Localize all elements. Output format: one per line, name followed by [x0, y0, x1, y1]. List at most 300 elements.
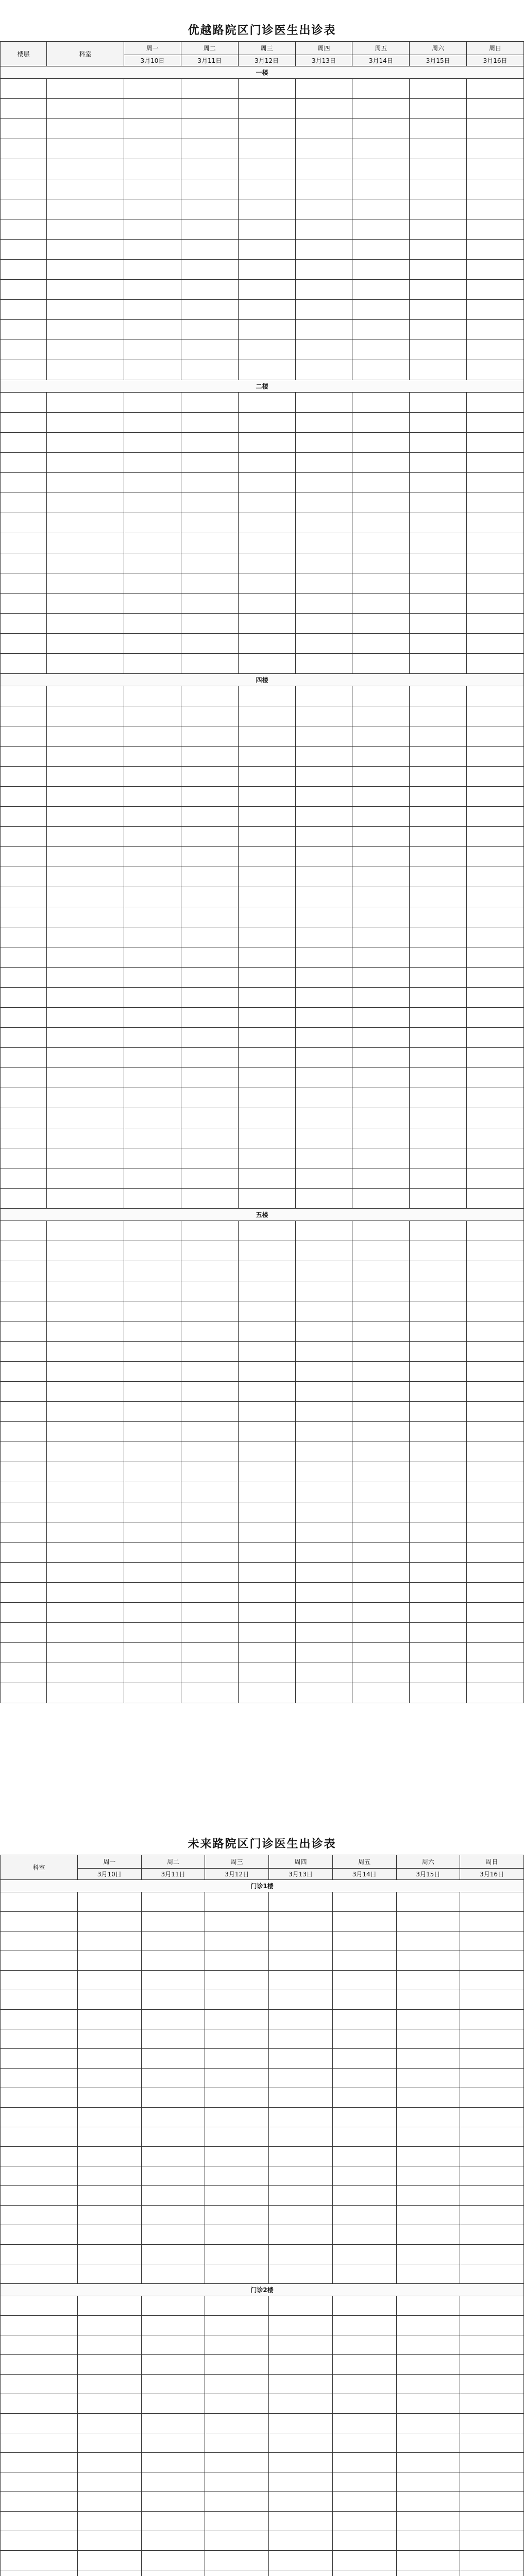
doctor-cell [295, 1522, 352, 1543]
table-row [1, 1301, 524, 1321]
doctor-cell [460, 2069, 524, 2088]
doctor-cell [205, 1990, 269, 2010]
doctor-cell [78, 2433, 142, 2453]
doctor-cell [410, 686, 467, 706]
doctor-cell [352, 320, 410, 340]
doctor-cell [467, 1342, 524, 1362]
doctor-cell [238, 1422, 295, 1442]
dept-cell [1, 2472, 78, 2492]
doctor-cell [410, 1623, 467, 1643]
table-row [1, 300, 524, 320]
doctor-cell [269, 2010, 333, 2029]
doctor-cell [467, 513, 524, 533]
doctor-cell [181, 79, 238, 99]
doctor-cell [47, 413, 124, 433]
doctor-cell [295, 280, 352, 300]
doctor-cell [332, 2453, 396, 2472]
doctor-cell [205, 1892, 269, 1912]
doctor-cell [205, 2166, 269, 2186]
doctor-cell [467, 179, 524, 199]
doctor-cell [205, 2551, 269, 2570]
doctor-cell [205, 2225, 269, 2245]
dept-cell [1, 1261, 47, 1281]
doctor-cell [295, 179, 352, 199]
doctor-cell [238, 726, 295, 747]
doctor-cell [460, 2225, 524, 2245]
doctor-cell [238, 1281, 295, 1301]
dept-cell [1, 2049, 78, 2069]
doctor-cell [295, 767, 352, 787]
doctor-cell [269, 2069, 333, 2088]
doctor-cell [78, 2225, 142, 2245]
doctor-cell [295, 240, 352, 260]
table-row [1, 179, 524, 199]
doctor-cell [124, 1189, 181, 1209]
doctor-cell [396, 2186, 460, 2206]
doctor-cell [78, 2166, 142, 2186]
doctor-cell [396, 2166, 460, 2186]
doctor-cell [124, 1583, 181, 1603]
doctor-cell [352, 393, 410, 413]
table-row [1, 787, 524, 807]
doctor-cell [47, 1221, 124, 1241]
doctor-cell [181, 260, 238, 280]
doctor-cell [410, 99, 467, 119]
doctor-cell [352, 340, 410, 360]
doctor-cell [410, 260, 467, 280]
doctor-cell [78, 2335, 142, 2355]
doctor-cell [238, 159, 295, 179]
doctor-cell [352, 706, 410, 726]
doctor-cell [467, 1048, 524, 1068]
doctor-cell [410, 280, 467, 300]
doctor-cell [467, 199, 524, 219]
doctor-cell [460, 2264, 524, 2284]
doctor-cell [47, 1462, 124, 1482]
table-row [1, 1382, 524, 1402]
table-row [1, 1892, 524, 1912]
doctor-cell [181, 413, 238, 433]
doctor-cell [410, 767, 467, 787]
doctor-cell [467, 1168, 524, 1189]
table-row [1, 260, 524, 280]
doctor-cell [352, 280, 410, 300]
doctor-cell [124, 553, 181, 573]
doctor-cell [467, 827, 524, 847]
doctor-cell [396, 2472, 460, 2492]
dept-cell [1, 320, 47, 340]
doctor-cell [396, 2127, 460, 2147]
doctor-cell [295, 1148, 352, 1168]
doctor-cell [460, 2127, 524, 2147]
doctor-cell [352, 1563, 410, 1583]
doctor-cell [295, 453, 352, 473]
doctor-cell [295, 320, 352, 340]
doctor-cell [295, 1382, 352, 1402]
doctor-cell [238, 1088, 295, 1108]
doctor-cell [295, 787, 352, 807]
dept-cell [1, 1912, 78, 1931]
doctor-cell [47, 927, 124, 947]
table-row [1, 767, 524, 787]
dept-cell [1, 686, 47, 706]
day-header: 周二 [141, 1855, 205, 1869]
doctor-cell [141, 2433, 205, 2453]
doctor-cell [396, 2512, 460, 2531]
doctor-cell [460, 2088, 524, 2108]
doctor-cell [396, 2147, 460, 2166]
doctor-cell [467, 807, 524, 827]
doctor-cell [332, 2414, 396, 2433]
doctor-cell [238, 787, 295, 807]
doctor-cell [295, 726, 352, 747]
doctor-cell [124, 686, 181, 706]
doctor-cell [352, 827, 410, 847]
dept-cell [1, 2433, 78, 2453]
dept-cell [1, 2127, 78, 2147]
table-row [1, 2029, 524, 2049]
doctor-cell [124, 393, 181, 413]
doctor-cell [332, 1912, 396, 1931]
dept-cell [1, 907, 47, 927]
doctor-cell [295, 968, 352, 988]
doctor-cell [124, 767, 181, 787]
doctor-cell [467, 1462, 524, 1482]
date-header: 3月13日 [295, 55, 352, 66]
doctor-cell [467, 1603, 524, 1623]
doctor-cell [332, 2492, 396, 2512]
doctor-cell [238, 634, 295, 654]
doctor-cell [467, 79, 524, 99]
doctor-cell [460, 2335, 524, 2355]
doctor-cell [410, 1603, 467, 1623]
doctor-cell [269, 2472, 333, 2492]
doctor-cell [124, 1128, 181, 1148]
doctor-cell [47, 1442, 124, 1462]
dept-cell [1, 2531, 78, 2551]
dept-cell [1, 2453, 78, 2472]
doctor-cell [410, 706, 467, 726]
doctor-cell [410, 634, 467, 654]
doctor-cell [410, 1482, 467, 1502]
doctor-cell [396, 1912, 460, 1931]
doctor-cell [352, 1442, 410, 1462]
doctor-cell [352, 614, 410, 634]
doctor-cell [467, 1422, 524, 1442]
doctor-cell [47, 847, 124, 867]
doctor-cell [205, 2245, 269, 2264]
dept-cell [1, 553, 47, 573]
doctor-cell [47, 1422, 124, 1442]
dept-cell [1, 119, 47, 139]
doctor-cell [238, 1301, 295, 1321]
dept-cell [1, 807, 47, 827]
table-row [1, 2166, 524, 2186]
day-header: 周六 [396, 1855, 460, 1869]
doctor-cell [78, 2414, 142, 2433]
doctor-cell [352, 1603, 410, 1623]
doctor-cell [47, 360, 124, 380]
table-row [1, 968, 524, 988]
table-row [1, 2108, 524, 2127]
doctor-cell [269, 2394, 333, 2414]
section-header-row [1, 1209, 524, 1221]
doctor-cell [124, 1008, 181, 1028]
doctor-cell [124, 1048, 181, 1068]
table-row [1, 2453, 524, 2472]
table-row [1, 413, 524, 433]
doctor-cell [238, 99, 295, 119]
doctor-cell [410, 1643, 467, 1663]
doctor-cell [352, 927, 410, 947]
doctor-cell [295, 1168, 352, 1189]
table-row [1, 2355, 524, 2375]
doctor-cell [181, 767, 238, 787]
doctor-cell [205, 2512, 269, 2531]
dept-cell [1, 2414, 78, 2433]
dept-cell [1, 847, 47, 867]
doctor-cell [332, 2512, 396, 2531]
table-row [1, 1563, 524, 1583]
doctor-cell [295, 1663, 352, 1683]
doctor-cell [47, 1128, 124, 1148]
doctor-cell [352, 139, 410, 159]
day-header: 周日 [460, 1855, 524, 1869]
doctor-cell [295, 1502, 352, 1522]
doctor-cell [269, 2206, 333, 2225]
doctor-cell [238, 1502, 295, 1522]
doctor-cell [78, 1951, 142, 1971]
doctor-cell [238, 1442, 295, 1462]
day-header: 周四 [295, 42, 352, 55]
doctor-cell [238, 493, 295, 513]
doctor-cell [460, 2433, 524, 2453]
doctor-cell [124, 453, 181, 473]
doctor-cell [47, 433, 124, 453]
date-header: 3月16日 [460, 1869, 524, 1880]
doctor-cell [124, 1108, 181, 1128]
doctor-cell [238, 1241, 295, 1261]
doctor-cell [141, 2245, 205, 2264]
doctor-cell [124, 847, 181, 867]
doctor-cell [141, 2492, 205, 2512]
doctor-cell [238, 1148, 295, 1168]
dept-cell [1, 634, 47, 654]
doctor-cell [410, 1281, 467, 1301]
doctor-cell [460, 2316, 524, 2335]
doctor-cell [396, 2296, 460, 2316]
doctor-cell [295, 573, 352, 594]
doctor-cell [141, 2186, 205, 2206]
table-row [1, 2492, 524, 2512]
dept-cell [1, 1683, 47, 1703]
doctor-cell [269, 2570, 333, 2576]
doctor-cell [141, 1912, 205, 1931]
doctor-cell [141, 2069, 205, 2088]
doctor-cell [410, 1108, 467, 1128]
doctor-cell [47, 199, 124, 219]
doctor-cell [396, 2570, 460, 2576]
date-header: 3月14日 [332, 1869, 396, 1880]
doctor-cell [295, 1402, 352, 1422]
doctor-cell [269, 2296, 333, 2316]
dept-cell [1, 767, 47, 787]
doctor-cell [181, 533, 238, 553]
doctor-cell [295, 1563, 352, 1583]
table-row [1, 2186, 524, 2206]
doctor-cell [410, 1189, 467, 1209]
doctor-cell [410, 1342, 467, 1362]
dept-cell [1, 1342, 47, 1362]
doctor-cell [467, 1442, 524, 1462]
table-row [1, 1128, 524, 1148]
doctor-cell [295, 1603, 352, 1623]
doctor-cell [396, 2394, 460, 2414]
doctor-cell [47, 1482, 124, 1502]
table-row [1, 887, 524, 907]
doctor-cell [352, 1108, 410, 1128]
table-row [1, 1048, 524, 1068]
doctor-cell [460, 1912, 524, 1931]
doctor-cell [352, 1048, 410, 1068]
doctor-cell [181, 1623, 238, 1643]
doctor-cell [467, 260, 524, 280]
section-label: 四楼 [1, 674, 524, 686]
dept-cell [1, 726, 47, 747]
doctor-cell [467, 1563, 524, 1583]
doctor-cell [124, 413, 181, 433]
doctor-cell [467, 1189, 524, 1209]
doctor-cell [238, 827, 295, 847]
doctor-cell [205, 2375, 269, 2394]
date-header: 3月16日 [467, 55, 524, 66]
doctor-cell [410, 947, 467, 968]
doctor-cell [295, 300, 352, 320]
doctor-cell [467, 300, 524, 320]
doctor-cell [467, 1402, 524, 1422]
doctor-cell [332, 2433, 396, 2453]
doctor-cell [181, 320, 238, 340]
doctor-cell [295, 686, 352, 706]
doctor-cell [332, 2010, 396, 2029]
doctor-cell [47, 393, 124, 413]
doctor-cell [238, 179, 295, 199]
doctor-cell [467, 1108, 524, 1128]
doctor-cell [181, 1168, 238, 1189]
dept-cell [1, 2166, 78, 2186]
dept-cell [1, 2010, 78, 2029]
doctor-cell [467, 594, 524, 614]
doctor-cell [467, 1543, 524, 1563]
doctor-cell [47, 1189, 124, 1209]
doctor-cell [181, 807, 238, 827]
doctor-cell [141, 2206, 205, 2225]
doctor-cell [238, 1643, 295, 1663]
dept-cell [1, 473, 47, 493]
doctor-cell [47, 634, 124, 654]
doctor-cell [410, 320, 467, 340]
doctor-cell [269, 1892, 333, 1912]
doctor-cell [460, 2166, 524, 2186]
table-row [1, 726, 524, 747]
doctor-cell [467, 493, 524, 513]
table-row [1, 453, 524, 473]
dept-cell [1, 199, 47, 219]
doctor-cell [238, 513, 295, 533]
doctor-cell [295, 1048, 352, 1068]
doctor-cell [269, 2335, 333, 2355]
doctor-cell [467, 1522, 524, 1543]
doctor-cell [124, 1502, 181, 1522]
doctor-cell [47, 119, 124, 139]
doctor-cell [238, 747, 295, 767]
table-row [1, 1951, 524, 1971]
doctor-cell [352, 1028, 410, 1048]
dept-cell [1, 2264, 78, 2284]
doctor-cell [295, 553, 352, 573]
doctor-cell [141, 2108, 205, 2127]
doctor-cell [410, 1362, 467, 1382]
doctor-cell [332, 2127, 396, 2147]
doctor-cell [124, 594, 181, 614]
doctor-cell [47, 219, 124, 240]
doctor-cell [352, 1482, 410, 1502]
dept-cell [1, 867, 47, 887]
doctor-cell [396, 2414, 460, 2433]
doctor-cell [352, 179, 410, 199]
dept-cell [1, 594, 47, 614]
doctor-cell [124, 1168, 181, 1189]
doctor-cell [124, 473, 181, 493]
doctor-cell [467, 706, 524, 726]
day-header: 周五 [352, 42, 410, 55]
doctor-cell [410, 553, 467, 573]
doctor-cell [124, 1482, 181, 1502]
table-row [1, 2264, 524, 2284]
doctor-cell [410, 1502, 467, 1522]
sheet-2-table [0, 1855, 524, 2576]
doctor-cell [467, 907, 524, 927]
doctor-cell [124, 1643, 181, 1663]
doctor-cell [124, 1442, 181, 1462]
doctor-cell [332, 2551, 396, 2570]
dept-cell [1, 1281, 47, 1301]
section-header-row [1, 674, 524, 686]
doctor-cell [238, 907, 295, 927]
doctor-cell [181, 968, 238, 988]
doctor-cell [352, 1301, 410, 1321]
table-row [1, 614, 524, 634]
doctor-cell [410, 1683, 467, 1703]
doctor-cell [181, 1362, 238, 1382]
doctor-cell [181, 513, 238, 533]
doctor-cell [352, 634, 410, 654]
section-label: 一楼 [1, 66, 524, 79]
doctor-cell [410, 1148, 467, 1168]
date-header: 3月15日 [396, 1869, 460, 1880]
doctor-cell [467, 1068, 524, 1088]
doctor-cell [238, 300, 295, 320]
doctor-cell [295, 119, 352, 139]
doctor-cell [352, 1462, 410, 1482]
doctor-cell [269, 2108, 333, 2127]
doctor-cell [205, 2453, 269, 2472]
doctor-cell [47, 453, 124, 473]
doctor-cell [410, 1442, 467, 1462]
doctor-cell [124, 1382, 181, 1402]
doctor-cell [205, 2531, 269, 2551]
doctor-cell [205, 2108, 269, 2127]
